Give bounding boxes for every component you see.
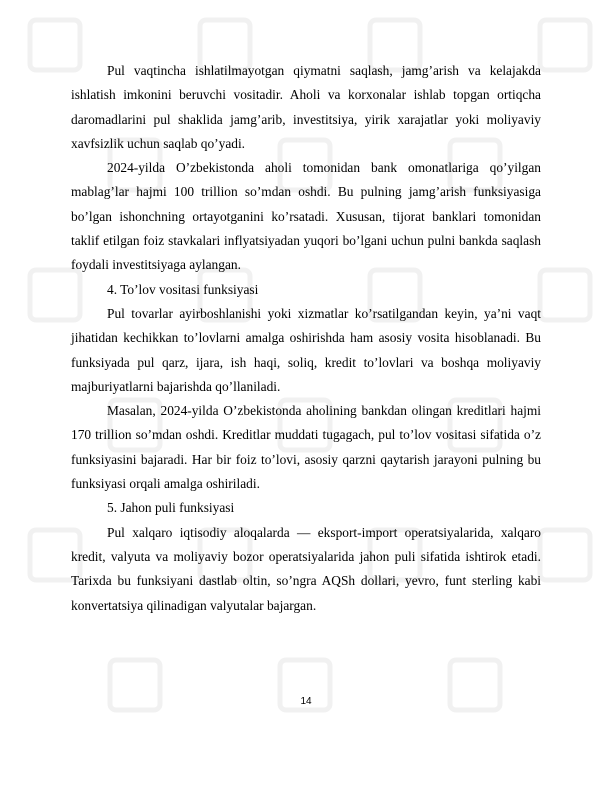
page-number: 14 xyxy=(300,696,312,707)
paragraph-credits-2024: Masalan, 2024-yilda O’zbekistonda aholining bankdan olingan kreditlari hajmi 170 trillion so’mdan oshdi. Kreditlar muddati tugagach, pul to’lov vositasi sifatida o’z funksiyasini bajaradi. Har bir foiz to’lovi, asosiy qarzni qaytarish jarayoni pulning bu funksiyasi orqali amalga oshiriladi. xyxy=(71,403,541,492)
document-body xyxy=(71,59,541,618)
section-heading-world-money: 5. Jahon puli funksiyasi xyxy=(107,500,235,516)
paragraph-world-money-function: Pul xalqaro iqtisodiy aloqalarda — eksport-import operatsiyalarida, xalqaro kredit, valyuta va moliyaviy bozor operatsiyalarida jahon puli sifatida ishtirok etadi. Tarixda bu funksiyani dastlab oltin, so’ngra AQSh dollari, yevro, funt sterling kabi konvertatsiya qilinadigan valyutalar bajargan. xyxy=(71,524,541,613)
paragraph-deposits-2024: 2024-yilda O’zbekistonda aholi tomonidan bank omonatlariga qo’yilgan mablag’lar hajmi 100 trillion so’mdan oshdi. Bu pulning jamg’arish funksiyasiga bo’lgan ishonchning ortayotganini ko’rsatadi. Xususan, tijorat banklari tomonidan taklif etilgan foiz stavkalari inflyatsiyadan yuqori bo’lgani uchun pulni bankda saqlash foydali investitsiyaga aylangan. xyxy=(71,160,541,273)
section-heading-payment-means: 4. To’lov vositasi funksiyasi xyxy=(107,281,259,297)
paragraph-payment-function: Pul tovarlar ayirboshlanishi yoki xizmatlar ko’rsatilgandan keyin, ya’ni vaqt jihatidan kechikkan to’lovlarni amalga oshirishda ham asosiy vosita hisoblanadi. Bu funksiyada pul qarz, ijara, ish haqi, soliq, kredit to’lovlari va boshqa moliyaviy majburiyatlarni bajarishda qo’llaniladi. xyxy=(71,305,541,394)
paragraph-savings-function: Pul vaqtincha ishlatilmayotgan qiymatni saqlash, jamg’arish va kelajakda ishlatish imkonini beruvchi vositadir. Aholi va korxonalar ishlab topgan ortiqcha daromadlarini pul shaklida jamg’arib, investitsiya, yirik xarajatlar yoki moliyaviy xavfsizlik uchun saqlab qo’yadi. xyxy=(71,63,541,151)
